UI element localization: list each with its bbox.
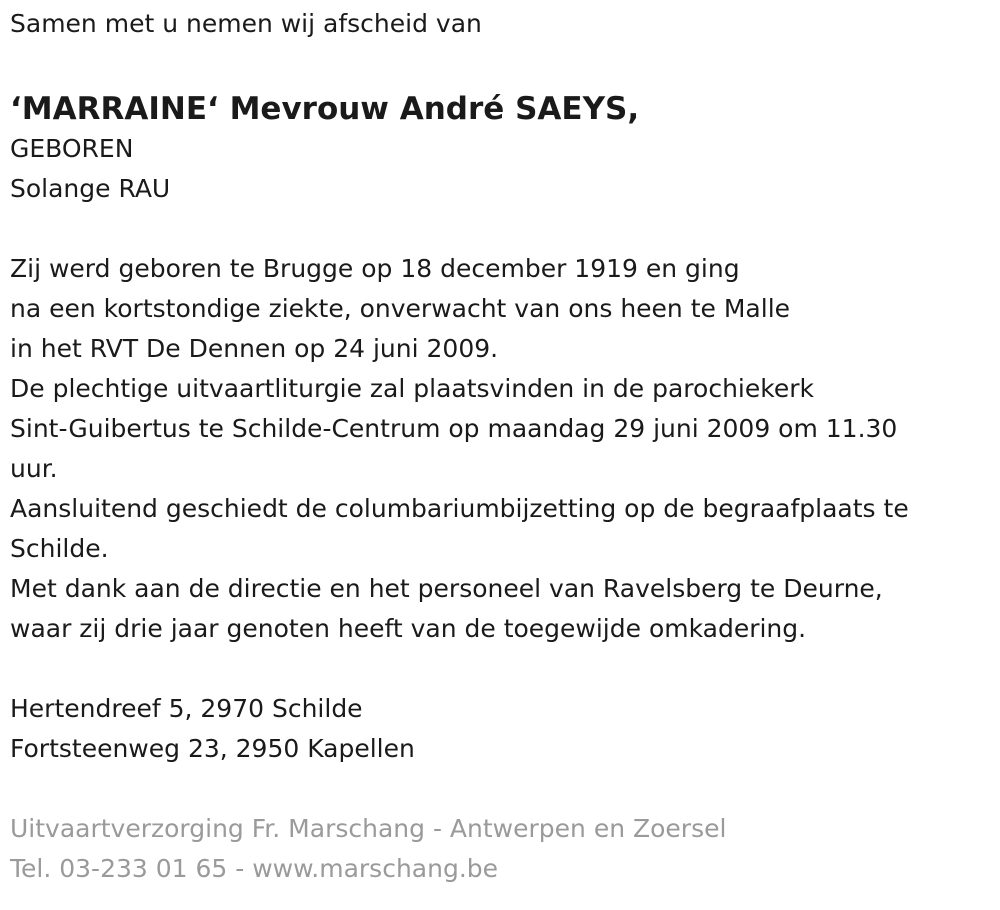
funeral-home-contact: Tel. 03-233 01 65 - www.marschang.be (10, 854, 499, 883)
body-line: Sint-Guibertus te Schilde-Centrum op maandag 29 juni 2009 om 11.30 (10, 414, 898, 443)
intro-text: Samen met u nemen wij afscheid van (10, 9, 482, 38)
notice-body (10, 249, 990, 649)
body-line: na een kortstondige ziekte, onverwacht van ons heen te Malle (10, 294, 791, 323)
maiden-name: Solange RAU (10, 174, 171, 203)
born-label: GEBOREN (10, 134, 134, 163)
spacer (10, 769, 990, 809)
body-line: Zij werd geboren te Brugge op 18 december 1919 en ging (10, 254, 740, 283)
body-line: Schilde. (10, 534, 109, 563)
body-line: Aansluitend geschiedt de columbariumbijzetting op de begraafplaats te (10, 494, 909, 523)
address-line: Hertendreef 5, 2970 Schilde (10, 694, 363, 723)
funeral-home-name: Uitvaartverzorging Fr. Marschang - Antwerpen en Zoersel (10, 814, 727, 843)
addresses (10, 689, 990, 769)
funeral-home-footer (10, 809, 990, 889)
death-notice (10, 0, 990, 889)
address-line: Fortsteenweg 23, 2950 Kapellen (10, 734, 415, 763)
spacer (10, 649, 990, 689)
body-line: in het RVT De Dennen op 24 juni 2009. (10, 334, 499, 363)
body-line: uur. (10, 454, 58, 483)
body-line: Met dank aan de directie en het personeel van Ravelsberg te Deurne, (10, 574, 883, 603)
deceased-name: ‘MARRAINE‘ Mevrouw André SAEYS, (10, 91, 640, 127)
spacer (10, 209, 990, 249)
body-line: waar zij drie jaar genoten heeft van de toegewijde omkadering. (10, 614, 807, 643)
body-line: De plechtige uitvaartliturgie zal plaatsvinden in de parochiekerk (10, 374, 814, 403)
